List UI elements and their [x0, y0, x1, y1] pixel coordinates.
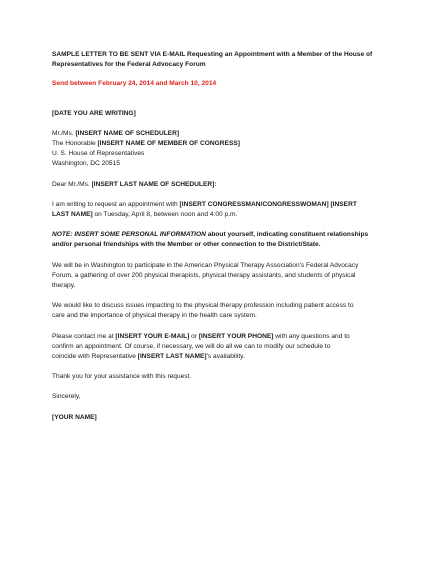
- representative-last-name-placeholder: [INSERT LAST NAME]: [137, 353, 207, 361]
- note-label: NOTE: INSERT SOME PERSONAL INFORMATION: [52, 231, 206, 239]
- member-placeholder: [INSERT NAME OF MEMBER OF CONGRESS]: [97, 140, 240, 148]
- honorable-prefix: The Honorable: [52, 140, 98, 148]
- text: or: [189, 332, 199, 340]
- note-text-line-2: and/or personal friendships with the Member or other connection to the District/State.: [52, 241, 321, 249]
- house-line: U. S. House of Representatives: [52, 150, 145, 158]
- text: I am writing to request an appointment with: [52, 200, 180, 208]
- heading-line-1: SAMPLE LETTER TO BE SENT VIA E-MAIL Requesting an Appointment with a Member of the House of: [52, 51, 373, 58]
- insert-placeholder: [INSERT: [330, 200, 357, 208]
- email-placeholder: [INSERT YOUR E-MAIL]: [115, 332, 190, 340]
- paragraph-request: [52, 200, 384, 220]
- heading-line-2: Representatives for the Federal Advocacy Forum: [52, 61, 206, 69]
- note-paragraph: [52, 230, 384, 250]
- signature-placeholder: [YOUR NAME]: [52, 413, 97, 421]
- text: 's availability.: [206, 353, 245, 361]
- paragraph-issues: [52, 301, 384, 321]
- letter-heading: [52, 50, 384, 70]
- text: confirm an appointment. Of course, if necessary, we will do all we can to modify our schedule to: [52, 342, 331, 350]
- note-text: about yourself, indicating constituent relationships: [205, 231, 369, 239]
- thanks-line: Thank you for your assistance with this request.: [52, 373, 192, 381]
- city-line: Washington, DC 20515: [52, 160, 120, 168]
- last-name-placeholder: LAST NAME]: [52, 211, 93, 219]
- greeting: [52, 180, 384, 190]
- text: Forum, a gathering of over 200 physical therapists, physical therapy assistants, and students of physical: [52, 271, 356, 279]
- recipient-address: [52, 129, 384, 170]
- congressman-placeholder: [INSERT CONGRESSMAN/CONGRESSWOMAN]: [179, 200, 329, 208]
- greeting-prefix: Dear Mr./Ms.: [52, 180, 92, 188]
- text: We will be in Washington to participate in the American Physical Therapy Association's Federal Advocacy: [52, 261, 359, 269]
- scheduler-placeholder: [INSERT NAME OF SCHEDULER]: [75, 129, 180, 137]
- text: with any questions and to: [273, 332, 350, 340]
- paragraph-contact: [52, 332, 384, 363]
- salutation-prefix: Mr./Ms.: [52, 129, 76, 137]
- text: care and the importance of physical therapy in the health care system.: [52, 312, 257, 320]
- text: therapy.: [52, 282, 76, 290]
- phone-placeholder: [INSERT YOUR PHONE]: [198, 332, 274, 340]
- text: Please contact me at: [52, 332, 116, 340]
- text: on Tuesday, April 8, between noon and 4:00 p.m.: [92, 211, 238, 219]
- closing: Sincerely,: [52, 393, 81, 401]
- date-placeholder: [DATE YOU ARE WRITING]: [52, 109, 136, 117]
- greeting-name-placeholder: [INSERT LAST NAME OF SCHEDULER]:: [91, 180, 217, 188]
- text: We would like to discuss issues impacting to the physical therapy profession including patient access to: [52, 302, 354, 310]
- text: coincide with Representative: [52, 353, 138, 361]
- paragraph-forum: [52, 261, 384, 292]
- send-window: Send between February 24, 2014 and March 10, 2014: [52, 80, 217, 88]
